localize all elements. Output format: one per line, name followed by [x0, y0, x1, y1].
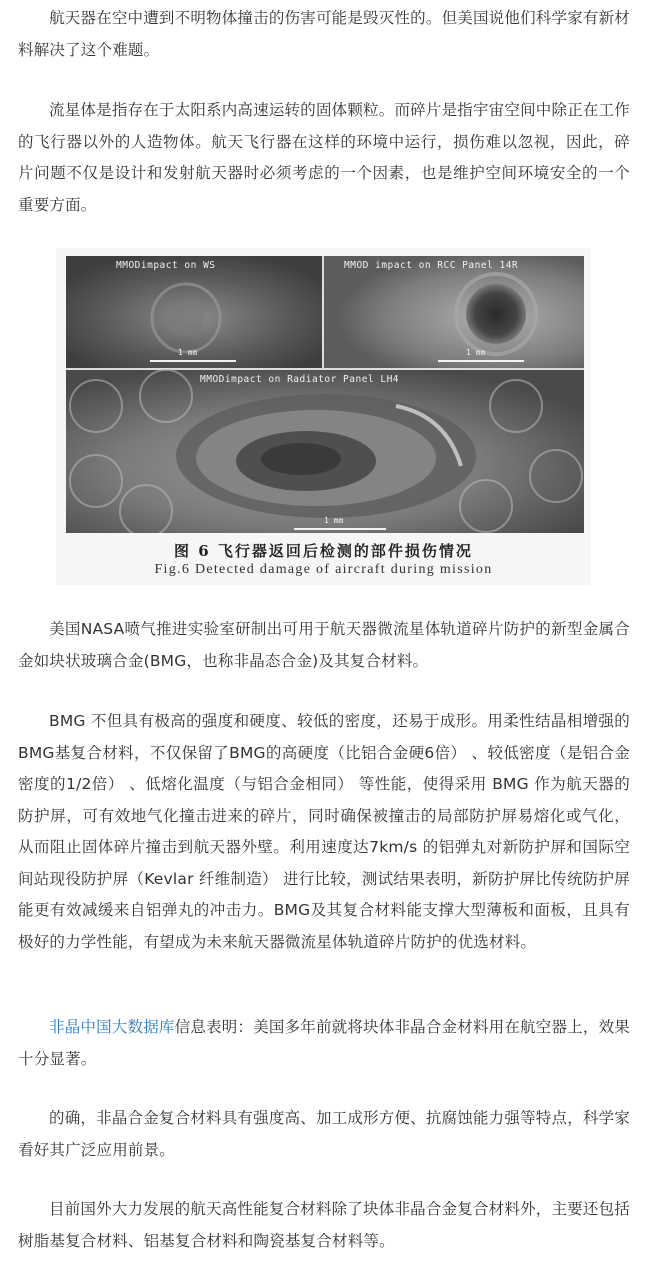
paragraph-intro-text: 航天器在空中遭到不明物体撞击的伤害可能是毁灭性的。但美国说他们科学家有新材料解决了这个难题。	[18, 9, 630, 59]
scale-bar-radiator	[294, 528, 386, 530]
damage-figure	[56, 248, 591, 585]
scale-label-ws: 1 mm	[178, 348, 198, 357]
scale-label-radiator: 1 mm	[324, 516, 344, 525]
scale-bar-ws	[150, 360, 236, 362]
paragraph-bmg-text: BMG 不但具有极高的强度和硬度、较低的密度，还易于成形。用柔性结晶相增强的BMG基复合材料，不仅保留了BMG的高硬度（比铝合金硬6倍） 、较低密度（是铝合金密度的1/2倍） 、低熔化温度（与铝合金相同） 等性能，使得采用 BMG 作为航天器的防护屏，可有效地气化撞击进来的碎片，同时确保被撞击的局部防护屏易熔化或气化，从而阻止固体碎片撞击到航天器外壁。利用速度达7km/s 的铝弹丸对新防护屏和国际空间站现役防护屏（Kevlar 纤维制造） 进行比较，测试结果表明，新防护屏比传统防护屏能更有效减缓来自铝弹丸的冲击力。BMG及其复合材料能支撑大型薄板和面板，且具有极好的力学性能，有望成为未来航天器微流星体轨道碎片防护的优选材料。	[18, 712, 630, 951]
figure-caption-english: Fig.6 Detected damage of aircraft during mission	[154, 562, 493, 577]
damage-photo	[66, 256, 584, 533]
paragraph-nasa-jpl	[18, 614, 630, 677]
paragraph-meteoroid-text: 流星体是指存在于太阳系内高速运转的固体颗粒。而碎片是指宇宙空间中除正在工作的飞行器以外的人造物体。航天飞行器在这样的环境中运行，损伤难以忽视，因此，碎片问题不仅是设计和发射航天器时必须考虑的一个因素，也是维护空间环境安全的一个重要方面。	[18, 101, 630, 214]
damage-photo-graphic	[66, 256, 584, 533]
paragraph-database-text: 信息表明：美国多年前就将块体非晶合金材料用在航空器上，效果十分显著。	[18, 1018, 630, 1068]
figure-caption-chinese: 图 6 飞行器返回后检测的部件损伤情况	[174, 542, 473, 560]
paragraph-composites	[18, 1194, 630, 1257]
database-link[interactable]: 非晶中国大数据库	[49, 1018, 175, 1036]
paragraph-bmg	[18, 706, 630, 958]
paragraph-indeed	[18, 1103, 630, 1166]
scale-label-rcc: 1 mm	[466, 348, 486, 357]
paragraph-indeed-text: 的确，非晶合金复合材料具有强度高、加工成形方便、抗腐蚀能力强等特点，科学家看好其广泛应用前景。	[18, 1109, 630, 1159]
paragraph-nasa-jpl-text: 美国NASA喷气推进实验室研制出可用于航天器微流星体轨道碎片防护的新型金属合金如块状玻璃合金(BMG，也称非晶态合金)及其复合材料。	[18, 620, 630, 670]
paragraph-meteoroid	[18, 95, 630, 221]
paragraph-database	[18, 1012, 630, 1075]
panel-label-rcc: MMOD impact on RCC Panel 14R	[344, 260, 519, 271]
paragraph-intro	[18, 3, 630, 66]
panel-label-ws: MMODimpact on WS	[116, 260, 216, 271]
paragraph-composites-text: 目前国外大力发展的航天高性能复合材料除了块体非晶合金复合材料外，主要还包括树脂基复合材料、铝基复合材料和陶瓷基复合材料等。	[18, 1200, 630, 1250]
scale-bar-rcc	[438, 360, 524, 362]
panel-label-radiator: MMODimpact on Radiator Panel LH4	[200, 374, 400, 385]
